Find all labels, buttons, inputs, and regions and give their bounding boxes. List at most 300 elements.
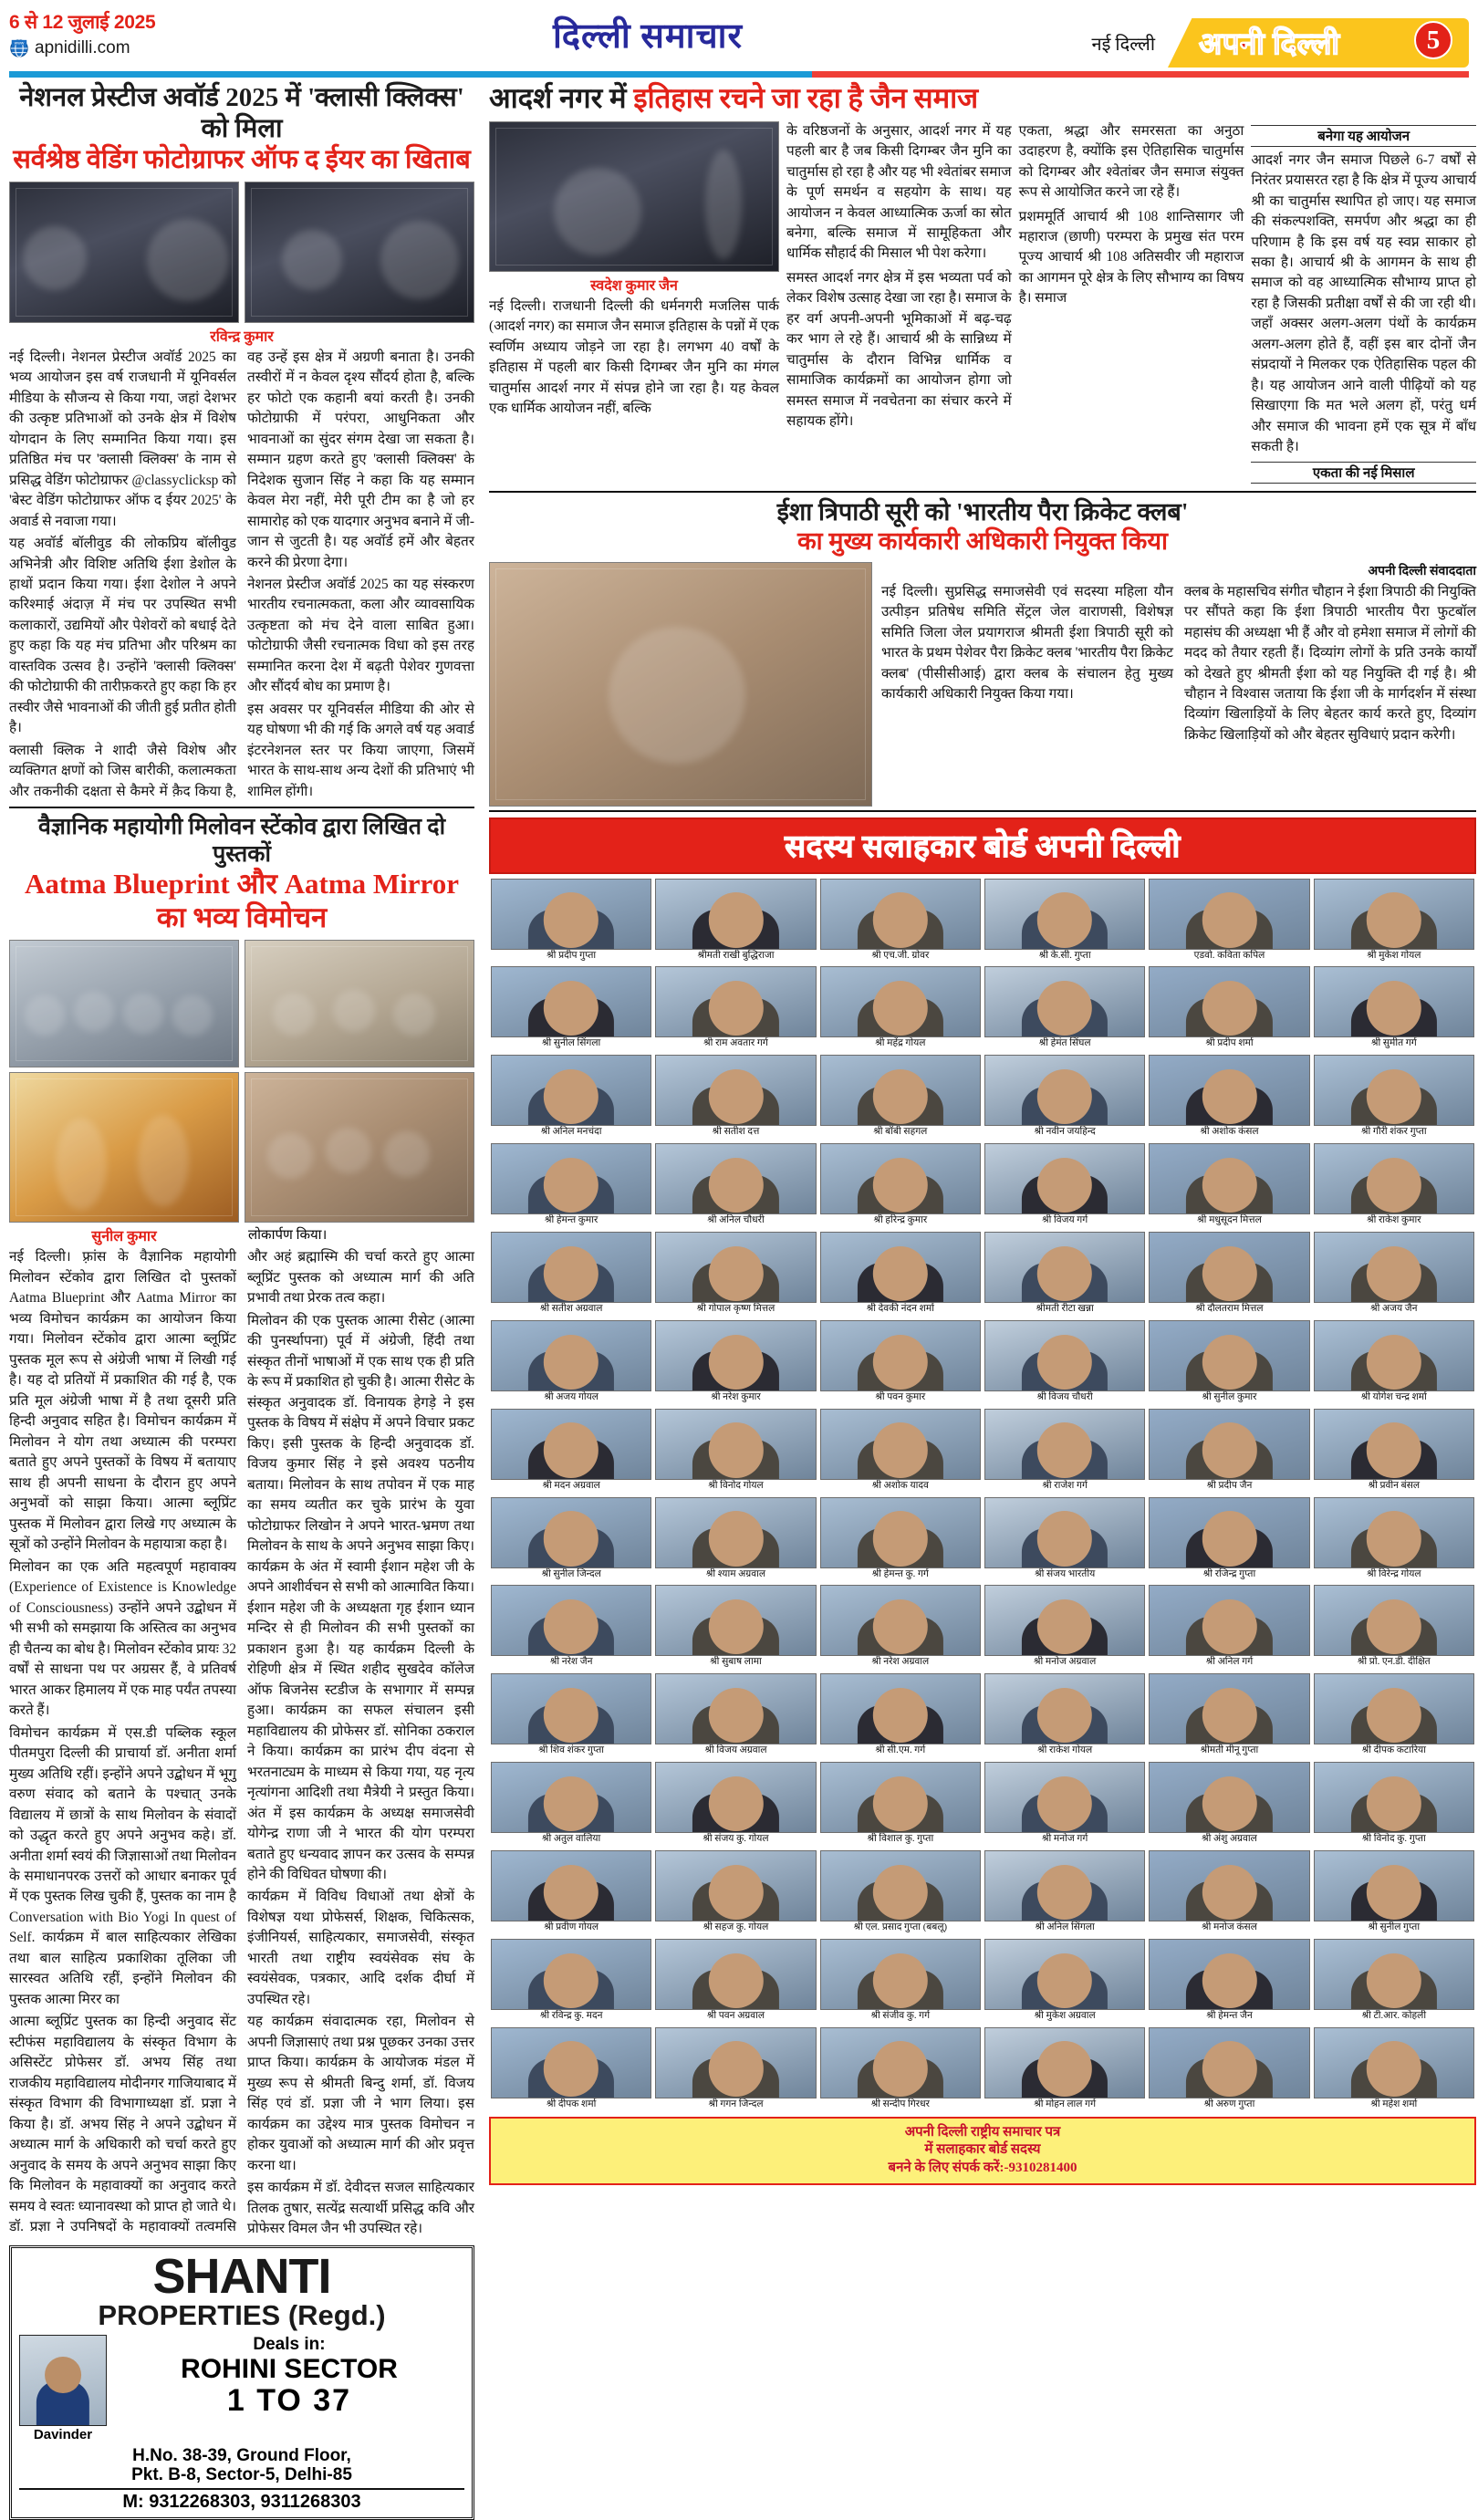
board-member-photo	[1314, 1939, 1474, 2010]
board-member-photo	[655, 1232, 816, 1303]
board-member-photo	[491, 1232, 651, 1303]
board-member-cell	[491, 1320, 651, 1405]
board-member-cell	[655, 1850, 816, 1935]
board-member-photo	[1314, 1673, 1474, 1744]
board-member-cell	[820, 1497, 981, 1582]
board-member-photo	[820, 2027, 981, 2098]
books-photo-row-2	[9, 1072, 474, 1223]
board-member-photo	[1149, 1762, 1309, 1833]
board-member-photo	[984, 1055, 1145, 1126]
cricket-body	[881, 582, 1476, 746]
board-member-photo	[820, 1409, 981, 1480]
jain-layout	[489, 121, 1476, 487]
board-member-cell	[1314, 1232, 1474, 1317]
board-member-photo	[491, 1673, 651, 1744]
board-member-photo	[1149, 1585, 1309, 1656]
board-member-photo	[984, 1320, 1145, 1391]
board-member-name: श्री सी.एम. गर्ग	[875, 1745, 926, 1756]
board-member-cell	[820, 1762, 981, 1847]
board-member-photo	[655, 1143, 816, 1214]
board-member-name: श्री विनोद गोयल	[708, 1480, 764, 1491]
board-member-name: श्री अनिल सिंगला	[1035, 1922, 1095, 1933]
board-member-name: श्री सुनील जिन्दल	[541, 1568, 601, 1579]
notice-line-2: में सलाहकार बोर्ड सदस्य	[924, 2142, 1041, 2158]
board-member-photo	[984, 1232, 1145, 1303]
ad-agent-photo	[19, 2335, 107, 2426]
board-member-photo	[984, 1673, 1145, 1744]
board-member-cell	[1314, 2027, 1474, 2112]
awards-para-5: इस अवसर पर यूनिवर्सल मीडिया की ओर से यह घोषणा भी की गई कि अगले वर्ष यह अवार्ड इंटरनेशनल स्तर पर किया जाएगा, जिसमें भारत के साथ-साथ अन्य देशों की प्रतिभाएं भी शामिल होंगी।	[247, 701, 474, 799]
board-member-cell	[820, 1232, 981, 1317]
masthead-right	[1013, 0, 1469, 68]
books-headline-line2: Aatma Blueprint और Aatma Mirror का भव्य विमोचन	[24, 868, 459, 933]
board-member-photo	[820, 966, 981, 1037]
board-member-name: श्री सहज कु. गोयल	[703, 1922, 769, 1933]
board-member-cell	[1149, 1762, 1309, 1847]
ad-address-line-2: Pkt. B-8, Sector-5, Delhi-85	[131, 2464, 352, 2484]
board-member-cell	[984, 1497, 1145, 1582]
books-para-3: विमोचन कार्यक्रम में एस.डी पब्लिक स्कूल पीतमपुरा दिल्ली की प्राचार्या डॉ. अनीता शर्मा मुख्य अतिथि रहीं। इन्होंने अपने उद्बोधन में भूगु वरुण संवाद को बताने के पश्चात् उनके विद्यालय में छात्रों के साथ मिलोवन के संवादों को उद्धृत करते हुए अपने अनुभव कहे। डॉ. अनीता शर्मा स्वयं की जिज्ञासाओं तथा मिलोवन के समाधानपरक उत्तरों को आधार बनाकर पूर्व में एक पुस्तक लिख चुकी हैं, पुस्तक का नाम है Conversation with Bio Yogi In quest of Self. कार्यक्रम में बाल साहित्यकार लेखिका तथा बाल साहित्य प्रकाशिका तूलिका जी सारस्वत अतिथि रहीं, इन्होंने मिलोवन की पुस्तक आत्मा मिरर का	[9, 1724, 236, 2007]
board-member-photo	[1314, 1497, 1474, 1568]
board-member-cell	[984, 1055, 1145, 1140]
jain-para-3: समस्त आदर्श नगर क्षेत्र में इस भव्यता पर्व को लेकर विशेष उत्साह देखा जा रहा है। समाज के हर वर्ग अपनी-अपनी भूमिकाओं में बढ़-चढ़ कर भाग ले रहे हैं। आचार्य श्री के सान्निध्य में चातुर्मास के दौरान विभिन्न धार्मिक व सामाजिक कार्यक्रमों का आयोजन होगा जो समस्त समाज में नवचेतना का संचार करने में सहायक होंगे।	[786, 269, 1012, 430]
books-para-2: मिलोवन का एक अति महत्वपूर्ण महावाक्य (Experience of Existence is Knowledge of Consciousness) उन्होंने अपने उद्बोधन में भी सभी को समझाया कि अस्तित्व का अनुभव ही चैतन्य का बोध है। मिलोवन स्टेंकोव प्रायः 32 वर्षों से साधना पथ पर अग्रसर हैं, वे प्रतिवर्ष भारत आकर हिमालय में एक माह पर्यंत तपस्या करते हैं।	[9, 1558, 236, 1719]
board-member-name: श्री दीपक शर्मा	[546, 2098, 597, 2109]
notice-line-3[interactable]: बनने के लिए संपर्क करें:-9310281400	[888, 2161, 1077, 2176]
board-member-name: श्री अनिल मनचंदा	[540, 1127, 602, 1138]
board-member-name: श्री राकेश गोयल	[1037, 1745, 1093, 1756]
cricket-headline-line2: का मुख्य कार्यकारी अधिकारी नियुक्त किया	[796, 526, 1169, 555]
awards-para-3: क्लासी क्लिक ने शादी जैसे विशेष और व्यक्तिगत क्षणों को जिस बारीकी, कलात्मकता और तकनीकी दक्षता से कैमरे में क़ैद किया है, वह उन्हें इस क्षेत्र में अग्रणी बनाता है। उनकी तस्वीरों में न केवल दृश्य सौंदर्य होता है, बल्कि हर फोटो एक कहानी बयां करती है। उनकी फोटोग्राफी में परंपरा, आधुनिकता और भावनाओं का सुंदर संगम देखा जा सकता है। सम्मान ग्रहण करते हुए 'क्लासी क्लिक्स' के निदेशक सुजान सिंह ने कहा कि यह सम्मान केवल मेरा नहीं, मेरी पूरी टीम का है जो हर सामारोह को एक यादगार अनुभव बनाने में जी-जान से जुटती है। यह अवॉर्ड हमें और बेहतर करने की प्रेरणा देगा।	[9, 349, 474, 799]
board-member-cell	[655, 1409, 816, 1494]
ad-phone[interactable]: M: 9312268303, 9311268303	[19, 2488, 464, 2513]
board-member-photo	[655, 1320, 816, 1391]
board-member-photo	[1314, 1850, 1474, 1921]
board-member-name: श्री अतुल वालिया	[542, 1834, 601, 1845]
board-member-photo	[1149, 2027, 1309, 2098]
board-join-notice	[489, 2117, 1476, 2185]
ad-brand: SHANTI	[152, 2248, 331, 2304]
website-line	[9, 38, 283, 58]
awards-headline-line1: नेशनल प्रेस्टीज अवॉर्ड 2025 में 'क्लासी क्लिक्स' को मिला	[19, 83, 464, 144]
board-member-photo	[820, 1939, 981, 2010]
board-member-cell	[655, 1585, 816, 1670]
board-member-cell	[491, 1409, 651, 1494]
board-member-name: श्री महेश शर्मा	[1370, 2098, 1418, 2109]
board-member-cell	[655, 1232, 816, 1317]
board-member-cell	[984, 1409, 1145, 1494]
ad-sector-range: 1 TO 37	[226, 2382, 352, 2418]
board-member-cell	[1314, 1143, 1474, 1228]
board-member-cell	[1314, 1497, 1474, 1582]
jain-col-2	[786, 121, 1012, 487]
board-member-name: श्री श्याम अग्रवाल	[705, 1568, 766, 1579]
board-member-cell	[1314, 879, 1474, 963]
awards-caption: रविन्द्र कुमार	[210, 328, 274, 345]
board-member-photo	[491, 1055, 651, 1126]
board-member-photo	[655, 879, 816, 950]
issue-date: 6 से 12 जुलाई 2025	[9, 12, 156, 33]
cricket-photo	[489, 562, 872, 807]
board-member-cell	[820, 1850, 981, 1935]
board-member-name: श्री टी.आर. कोहली	[1361, 2010, 1427, 2021]
awards-photo-1	[9, 182, 239, 323]
board-member-cell	[820, 1055, 981, 1140]
board-member-cell	[491, 1055, 651, 1140]
board-member-cell	[1149, 1143, 1309, 1228]
board-member-cell	[1149, 1320, 1309, 1405]
board-member-photo	[491, 2027, 651, 2098]
jain-col-4	[1251, 121, 1476, 487]
board-member-photo	[984, 879, 1145, 950]
board-member-name: श्री हेमन्त कु. गर्ग	[871, 1568, 929, 1579]
ad-middle	[19, 2335, 464, 2442]
board-member-name: श्री राम अवतार गर्ग	[703, 1038, 768, 1049]
board-member-name: श्री महेंद्र गोयल	[875, 1038, 926, 1049]
books-para-1: नई दिल्ली। फ़्रांस के वैज्ञानिक महायोगी मिलोवन स्टेंकोव द्वारा लिखित दो पुस्तकों Aatma Blueprint और Aatma Mirror का भव्य विमोचन कार्यक्रम का आयोजन किया गया। मिलोवन स्टेंकोव द्वारा आत्मा ब्लूप्रिंट पुस्तक मूल रूप से अंग्रेजी भाषा में लिखी गई है। यह दो प्रतियों में प्रकाशित की गई है, एक प्रति मूल अंग्रेजी भाषा में है तथा दूसरी प्रति हिन्दी अनुवाद सहित है। विमोचन कार्यक्रम में मिलोवन ने योग तथा अध्यात्म की परम्परा बताते हुए अपने पुस्तकों के विषय में बतायाए साथ ही अपनी साधना के दौरान हुए अपने अनुभवों को साझा किया। आत्मा ब्लूप्रिंट पुस्तक में मिलोवन द्वारा लिखे गए अध्यात्म के सूत्रों को उन्होंने मिलोवन के महायात्रा कहा है।	[9, 1249, 236, 1553]
board-member-name: श्री हेमन्त जैन	[1206, 2010, 1253, 2021]
board-member-name: श्री विजय गर्ग	[1042, 1215, 1088, 1226]
board-member-cell	[820, 1320, 981, 1405]
jain-para-2: के वरिष्ठजनों के अनुसार, आदर्श नगर में यह पहली बार है जब किसी दिगम्बर जैन मुनि का चातुर्मास हो रहा है और यह भी श्वेतांबर समाज के पूर्ण समर्थन व सहयोग के साथ। यह आयोजन न केवल आध्यात्मिक ऊर्जा का स्रोत बनेगा, बल्कि समाज में सामूहिकता और धार्मिक सौहार्द की मिसाल भी पेश करेगा।	[786, 122, 1012, 262]
board-member-name: श्री बॉबी सहगल	[873, 1127, 928, 1138]
board-member-cell	[984, 1850, 1145, 1935]
board-member-cell	[491, 1497, 651, 1582]
board-member-cell	[655, 2027, 816, 2112]
jain-para-1: नई दिल्ली। राजधानी दिल्ली की धर्मनगरी मजलिस पार्क (आदर्श नगर) का समाज जैन समाज इतिहास के पन्नों में एक स्वर्णिम अध्याय जोड़ने जा रहा है। लगभग 40 वर्षों के इतिहास में पहली बार किसी दिगम्बर जैन मुनि का मंगल चातुर्मास आदर्श नगर में संपन्न होने जा रहा है। यह केवल एक धार्मिक आयोजन नहीं, बल्कि	[489, 297, 779, 416]
board-member-cell	[1314, 1320, 1474, 1405]
jain-col-3	[1019, 121, 1244, 487]
books-photo-row-1	[9, 940, 474, 1067]
board-member-photo	[984, 966, 1145, 1037]
board-member-name: श्री हेमंत सिंघल	[1038, 1038, 1091, 1049]
board-member-photo	[491, 879, 651, 950]
board-member-name: श्री विशाल कु. गुप्ता	[867, 1834, 934, 1845]
board-member-photo	[984, 1762, 1145, 1833]
board-member-photo	[1149, 879, 1309, 950]
awards-para-2: यह अवॉर्ड बॉलीवुड की लोकप्रिय बॉलीवुड अभिनेत्री और विशिष्ट अतिथि ईशा डेशोल के हाथों प्रदान किया गया। ईशा देशोल ने अपने करिश्माई अंदाज़ में मंच पर उपस्थित सभी कलाकारों, उद्यमियों और पेशेवरों को बधाई देते हुए कहा कि यह मंच प्रतिभा और परिश्रम का वास्तविक उत्सव है। उन्होंने 'क्लासी क्लिक्स' की फोटोग्राफी की तारीफ़करते हुए कहा कि हर तस्वीर जैसे भावनाओं की जीती हुई प्रतीत होती है।	[9, 536, 236, 736]
board-member-cell	[491, 2027, 651, 2112]
edition-city: नई दिल्ली	[1091, 34, 1155, 55]
board-member-cell	[820, 1939, 981, 2024]
board-member-cell	[1149, 1673, 1309, 1758]
cricket-text-col	[881, 562, 1476, 807]
board-member-photo	[1149, 1497, 1309, 1568]
board-member-photo	[1314, 1232, 1474, 1303]
jain-para-5: प्रशममूर्ति आचार्य श्री 108 शान्तिसागर जी महाराज (छाणी) परम्परा के प्रमुख संत परम पूज्य आचार्य श्री 108 अतिसवीर जी महाराज का आगमन पूरे क्षेत्र के लिए सौभाग्य का विषय है। समाज	[1018, 208, 1244, 307]
masthead-center	[283, 0, 1013, 58]
badge-label: अपनी दिल्ली	[1199, 28, 1340, 61]
masthead-left	[9, 0, 283, 58]
board-member-cell	[1314, 1850, 1474, 1935]
board-member-cell	[820, 966, 981, 1051]
board-member-name: श्री देवकी नंदन शर्मा	[866, 1304, 934, 1314]
board-member-name: श्री सुमीत गर्ग	[1370, 1038, 1417, 1049]
books-caption-left: सुनील कुमार	[91, 1229, 157, 1245]
board-member-photo	[655, 1497, 816, 1568]
board-member-name: श्री मनोज कंसल	[1202, 1922, 1257, 1933]
board-member-photo	[655, 1409, 816, 1480]
cricket-headline-block	[489, 498, 1476, 557]
board-member-name: श्री प्रवीन बंसल	[1368, 1480, 1421, 1491]
advisory-board-grid	[489, 874, 1476, 2112]
board-member-cell	[1314, 1585, 1474, 1670]
board-member-name: श्रीमती राखी बुद्धिराजा	[697, 950, 775, 961]
board-member-name: श्री योगेश चन्द्र शर्मा	[1360, 1391, 1427, 1402]
books-headline-block	[9, 814, 474, 934]
board-member-cell	[820, 2027, 981, 2112]
board-member-cell	[984, 1762, 1145, 1847]
board-member-photo	[491, 1497, 651, 1568]
board-member-photo	[1314, 1143, 1474, 1214]
board-member-cell	[491, 966, 651, 1051]
board-member-cell	[820, 1143, 981, 1228]
board-member-cell	[984, 2027, 1145, 2112]
board-member-photo	[984, 1585, 1145, 1656]
divider-1	[9, 807, 474, 808]
board-member-photo	[1149, 966, 1309, 1037]
board-member-name: श्री नरेश जैन	[549, 1657, 593, 1668]
board-member-photo	[820, 1232, 981, 1303]
board-member-cell	[820, 1409, 981, 1494]
jain-caption: स्वदेश कुमार जैन	[590, 277, 678, 294]
left-column	[9, 82, 474, 2520]
board-member-cell	[1149, 1232, 1309, 1317]
ad-offer	[114, 2335, 464, 2419]
board-member-cell	[491, 1850, 651, 1935]
board-member-name: श्री हरिन्द्र कुमार	[873, 1215, 928, 1226]
board-member-name: श्री मदन अग्रवाल	[542, 1480, 600, 1491]
board-member-photo	[820, 1497, 981, 1568]
board-member-name: श्री एल. प्रसाद गुप्ता (बबलू)	[853, 1922, 948, 1933]
board-member-photo	[984, 1850, 1145, 1921]
board-member-photo	[1149, 1143, 1309, 1214]
books-photo-4	[245, 1072, 474, 1223]
awards-photo-row	[9, 182, 474, 323]
board-member-photo	[820, 1585, 981, 1656]
board-member-name: श्री विजय अग्रवाल	[704, 1745, 767, 1756]
books-headline-line1: वैज्ञानिक महायोगी मिलोवन स्टेंकोव द्वारा लिखित दो पुस्तकों	[37, 815, 446, 867]
board-member-cell	[655, 1939, 816, 2024]
awards-body	[9, 348, 474, 804]
board-member-cell	[655, 1055, 816, 1140]
jain-para-4: एकता, श्रद्धा और समरसता का अनुठा उदाहरण है, क्योंकि इस ऐतिहासिक चातुर्मास को दिगम्बर और श्वेतांबर जैन समाज संयुक्त रूप से आयोजित करने जा रहे हैं।	[1018, 122, 1244, 201]
board-member-name: श्री सुनील सिंगला	[542, 1038, 601, 1049]
board-member-name: श्री शिव शंकर गुप्ता	[538, 1745, 605, 1756]
board-member-cell	[820, 1585, 981, 1670]
board-member-photo	[655, 966, 816, 1037]
awards-para-4: नेशनल प्रेस्टीज अवॉर्ड 2025 का यह संस्करण भारतीय रचनात्मकता, कला और व्यावसायिक उत्कृष्टता को मंच देने वाला साबित हुआ। फोटोग्राफी जैसी रचनात्मक विधा को इस तरह सम्मानित करना देश में बढ़ती पेशेवर गुणवत्ता और सौंदर्य बोध का प्रमाण है।	[247, 576, 474, 695]
ad-subtitle: PROPERTIES (Regd.)	[98, 2298, 386, 2331]
jain-headline-part1: आदर्श नगर में	[489, 82, 627, 114]
shanti-properties-ad[interactable]	[9, 2245, 474, 2520]
board-member-cell	[984, 879, 1145, 963]
cricket-headline-line1: ईशा त्रिपाठी सूरी को 'भारतीय पैरा क्रिकेट क्लब'	[776, 497, 1189, 526]
board-member-name: श्री मधुसूदन मित्तल	[1197, 1215, 1262, 1226]
books-photo-3	[9, 1072, 239, 1223]
board-member-name: श्री अरुण गुप्ता	[1203, 2098, 1255, 2109]
board-member-name: श्री संजीव कु. गर्ग	[870, 2010, 931, 2021]
board-member-cell	[820, 879, 981, 963]
board-member-name: श्री मुकेश गोयल	[1367, 950, 1421, 961]
books-para-7: यह कार्यक्रम संवादात्मक रहा, मिलोवन से अपनी जिज्ञासाएं तथा प्रश्न पूछकर उनका उत्तर प्राप्त किया। कार्यक्रम के आयोजक मंडल में मुख्य रूप से श्रीमती बिन्दु शर्मा, डॉ. विजय सिंह एवं डॉ. प्रज्ञा जी ने भाग लिया। इस कार्यक्रम का उद्देश्य मात्र पुस्तक विमोचन न होकर युवाओं को अध्यात्म मार्ग की ओर प्रवृत्त करना था।	[247, 2014, 474, 2173]
board-member-name: श्री मनोज अग्रवाल	[1034, 1657, 1097, 1668]
board-member-name: श्री अशोक कंसल	[1200, 1127, 1259, 1138]
board-member-name: श्री नरेश अग्रवाल	[871, 1657, 930, 1668]
books-caption-right: लोकार्पण किया।	[248, 1228, 328, 1244]
board-member-name: श्री गोपाल कृष्ण मित्तल	[696, 1304, 775, 1314]
ad-deals-label: Deals in:	[253, 2334, 326, 2354]
board-member-photo	[820, 1673, 981, 1744]
ad-sector: ROHINI SECTOR	[181, 2353, 398, 2384]
board-member-cell	[1149, 966, 1309, 1051]
board-member-cell	[1314, 1055, 1474, 1140]
board-member-cell	[984, 1673, 1145, 1758]
board-member-name: श्री प्रवीण गोयल	[544, 1922, 599, 1933]
board-member-cell	[1149, 1850, 1309, 1935]
divider-2	[489, 491, 1476, 493]
board-member-photo	[820, 1320, 981, 1391]
board-member-name: श्री हेमन्त कुमार	[544, 1215, 598, 1226]
website-url[interactable]: apnidilli.com	[35, 38, 130, 57]
board-member-name: श्री रजिन्द्र गुप्ता	[1202, 1568, 1256, 1579]
board-member-cell	[984, 1585, 1145, 1670]
board-member-cell	[655, 1497, 816, 1582]
svg-text:www: www	[14, 41, 25, 47]
board-member-name: एडवो. कविता कपिल	[1193, 950, 1265, 961]
jain-para-6: आदर्श नगर जैन समाज पिछले 6-7 वर्षों से निरंतर प्रयासरत रहा है कि क्षेत्र में पूज्य आचार्य श्री का चातुर्मास स्थापित हो जाए। यह समाज की संकल्पशक्ति, समर्पण और श्रद्धा का ही परिणाम है कि इस वर्ष यह स्वप्न साकार हो सका है। आचार्य श्री के आगमन के साथ ही समाज को वह आध्यात्मिक सौभाग्य प्राप्त हो रहा है जिसकी प्रतीक्षा वर्षों से की जा रही थी। जहाँ अक्सर अलग-अलग पंथों के कार्यक्रम अलग-अलग होते हैं, वहीं इस बार दोनों जैन संप्रदायों ने मिलकर एक ऐतिहासिक पहल की है। यह आयोजन आने वाली पीढ़ियों को यह सिखाएगा कि मत भले अलग हों, परंतु धर्म और समाज की भावना हमें एक सूत्र में बाँध सकती है।	[1251, 151, 1477, 455]
board-member-name: श्री सतीश दत्त	[712, 1127, 760, 1138]
board-member-photo	[1149, 1232, 1309, 1303]
board-member-cell	[655, 1320, 816, 1405]
board-member-name: श्री विजय चौधरी	[1036, 1391, 1093, 1402]
board-member-cell	[1314, 1762, 1474, 1847]
board-member-name: श्री प्रो. एन.डी. दीक्षित	[1357, 1657, 1431, 1668]
board-member-photo	[984, 1143, 1145, 1214]
books-body	[9, 1247, 474, 2239]
board-member-name: श्री अजय गोयल	[544, 1391, 598, 1402]
board-member-photo	[1149, 1673, 1309, 1744]
notice-line-1: अपनी दिल्ली राष्ट्रीय समाचार पत्र	[904, 2124, 1061, 2140]
board-member-photo	[655, 1673, 816, 1744]
board-member-photo	[1314, 1762, 1474, 1833]
jain-subhead-2: एकता की नई मिसाल	[1251, 462, 1476, 484]
board-member-photo	[984, 1497, 1145, 1568]
board-member-name: श्री राकेश कुमार	[1367, 1215, 1421, 1226]
board-member-name: श्री अजय जैन	[1370, 1304, 1418, 1314]
board-member-photo	[655, 2027, 816, 2098]
globe-icon	[9, 38, 29, 58]
books-para-4: आत्मा ब्लूप्रिंट पुस्तक का हिन्दी अनुवाद सेंट स्टीफंस महाविद्यालय के संस्कृत विभाग के असिस्टेंट प्रोफेसर डॉ. अभय सिंह तथा राजकीय महाविद्यालय मोदीनगर गाजियाबाद में संस्कृत विभाग की विभागाध्यक्षा डॉ. प्रज्ञा ने किया है। डॉ. अभय सिंह ने अपने उद्बोधन में अध्यात्म मार्ग के अधिकारी को चर्चा करते हुए अनुवाद के समय के अपने अनुभव साझा किए कि मिलोवन के महावाक्यों का अनुवाद करते समय वे स्वतः ध्यानावस्था को प्राप्त हो जाते थे। डॉ. प्रज्ञा ने उपनिषदों के महावाक्यों तत्वमसि और अहं ब्रह्मास्मि की चर्चा करते हुए आत्मा ब्लूप्रिंट पुस्तक को अध्यात्म मार्ग की अति प्रभावी तथा प्रेरक तत्व कहा।	[9, 1249, 474, 2235]
board-member-name: श्री संजय भारतीय	[1035, 1568, 1096, 1579]
board-member-photo	[1314, 966, 1474, 1037]
board-member-cell	[1149, 1409, 1309, 1494]
board-member-photo	[1314, 1320, 1474, 1391]
board-member-cell	[491, 1939, 651, 2024]
board-member-cell	[491, 879, 651, 963]
board-member-name: श्री संजय कु. गोयल	[703, 1834, 769, 1845]
board-member-cell	[1149, 2027, 1309, 2112]
board-member-cell	[491, 1143, 651, 1228]
board-member-name: श्री सतीश अग्रवाल	[539, 1304, 603, 1314]
ad-agent	[19, 2335, 107, 2442]
awards-headline-block	[9, 82, 474, 176]
rule-blue	[9, 71, 812, 78]
board-member-cell	[1149, 1585, 1309, 1670]
board-member-cell	[820, 1673, 981, 1758]
board-member-photo	[820, 1850, 981, 1921]
board-member-name: श्री अंशु अग्रवाल	[1202, 1834, 1257, 1845]
jain-subhead-1: बनेगा यह आयोजन	[1251, 125, 1476, 147]
board-member-name: श्री विरेन्द्र गोयल	[1367, 1568, 1421, 1579]
board-member-name: श्री के.सी. गुप्ता	[1038, 950, 1091, 961]
board-member-name: श्री दीपक कटारिया	[1361, 1745, 1426, 1756]
page-number: 5	[1414, 21, 1452, 59]
awards-headline-line2: सर्वश्रेष्ठ वेडिंग फोटोग्राफर ऑफ द ईयर का खिताब	[13, 145, 471, 175]
board-member-cell	[491, 1673, 651, 1758]
board-member-cell	[1149, 1055, 1309, 1140]
board-member-photo	[1149, 1850, 1309, 1921]
board-member-cell	[984, 1143, 1145, 1228]
board-member-cell	[655, 1673, 816, 1758]
board-member-photo	[491, 1320, 651, 1391]
board-member-name: श्री राजेश गर्ग	[1042, 1480, 1088, 1491]
board-member-photo	[820, 1143, 981, 1214]
board-member-photo	[655, 1850, 816, 1921]
board-member-photo	[1149, 1409, 1309, 1480]
board-member-cell	[1314, 1409, 1474, 1494]
board-member-photo	[655, 1939, 816, 2010]
jain-headline-part2: इतिहास रचने जा रहा है जैन समाज	[633, 82, 979, 114]
books-photo-1	[9, 940, 239, 1067]
board-member-photo	[1314, 1585, 1474, 1656]
board-member-name: श्री प्रदीप शर्मा	[1205, 1038, 1254, 1049]
board-member-photo	[491, 1585, 651, 1656]
jain-photo	[489, 121, 779, 272]
board-member-photo	[491, 1409, 651, 1480]
board-member-name: श्री अनिल चौधरी	[707, 1215, 765, 1226]
cricket-byline: अपनी दिल्ली संवाददाता	[1368, 564, 1476, 578]
board-member-cell	[1149, 1939, 1309, 2024]
board-banner: सदस्य सलाहकार बोर्ड अपनी दिल्ली	[489, 817, 1476, 874]
board-member-name: श्री मुकेश अग्रवाल	[1034, 2010, 1096, 2021]
cricket-para-1: नई दिल्ली। सुप्रसिद्ध समाजसेवी एवं सदस्या महिला यौन उत्पीड़न प्रतिषेध समिति सेंट्रल जेल वाराणसी, विशेषज्ञ समिति जिला जेल प्रयागराज श्रीमती ईशा त्रिपाठी सूरी को भारत के प्रथम पेशेवर पैरा क्रिकेट क्लब 'भारतीय पैरा क्रिकेट क्लब' (पीसीसीआई) द्वारा क्लब के संचालन हेतु मुख्य कार्यकारी अधिकारी नियुक्त किया गया।	[881, 583, 1173, 702]
board-member-cell	[1149, 1497, 1309, 1582]
jain-headline-block	[489, 82, 1476, 116]
board-member-cell	[491, 1232, 651, 1317]
board-member-name: श्री सुनील गुप्ता	[1368, 1922, 1421, 1933]
books-para-6: कार्यक्रम में विविध विधाओं तथा क्षेत्रों के विशेषज्ञ यथा प्रोफेसर्स, शिक्षक, चिकित्सक, इंजीनियर्स, साहित्यकार, समाजसेवी, संस्कृत भारती तथा राष्ट्रीय स्वयंसेवक संघ के स्वयंसेवक, पत्रकार, आदि दर्शक दीर्घा में उपस्थित रहे।	[247, 1889, 474, 2007]
board-member-photo	[984, 1409, 1145, 1480]
board-member-cell	[984, 1232, 1145, 1317]
board-member-photo	[655, 1055, 816, 1126]
board-member-photo	[491, 966, 651, 1037]
board-member-cell	[984, 1939, 1145, 2024]
board-member-name: श्री रविन्द्र कु. मदन	[539, 2010, 603, 2021]
masthead	[9, 0, 1469, 71]
board-member-photo	[1149, 1055, 1309, 1126]
books-para-5: मिलोवन की एक पुस्तक आत्मा रीसेट (आत्मा की पुनर्स्थापना) पूर्व में अंग्रेजी, हिंदी तथा संस्कृत तीनों भाषाओं में एक साथ एक ही प्रति के रूप में प्रकाशित हो चुकी है। आत्मा रीसेट के संस्कृत अनुवादक डॉ. विनायक हेगड़े ने इस पुस्तक के विषय में संक्षेप में अपने विचार प्रकट किए। इसी पुस्तक के हिन्दी अनुवादक डॉ. विजय कुमार सिंह ने इसे अवश्य पठनीय बताया। मिलोवन के साथ तपोवन में एक माह का समय व्यतीत कर चुके प्रारंभ के युवा फोटोग्राफर लिखोन ने अपने भारत-भ्रमण तथा मिलोवन के साथ के अपने अनुभव साझा किए। कार्यक्रम के अंत में स्वामी ईशान महेश जी के अपने आशीर्वचन से सभी को आत्मावित किया। ईशान महेश जी के अध्यक्षता गृह ईशान ध्यान मन्दिर से ही मिलोवन की सभी पुस्तकों का प्रकाशन हुआ है। यह कार्यक्रम दिल्ली के रोहिणी क्षेत्र में स्थित शहीद सुखदेव कॉलेज ऑफ बिजनेस स्टडीज के सभागार में सम्पन्न हुआ। कार्यक्रम का सफल संचालन इसी महाविद्यालय की प्रोफेसर डॉ. सोनिका ठकराल ने किया। कार्यक्रम का प्रारंभ दीप वंदना से भरतनाट्यम के माध्यम से किया गया, यह नृत्य नृत्यांगना आदिशी तथा मैत्रेयी ने प्रस्तुत किया। अंत में इस कार्यक्रम के अध्यक्ष समाजसेवी योगेन्द्र राणा जी ने भारत की योग परम्परा बताते हुए धन्यवाद ज्ञापन कर उत्सव के सम्पन्न होने की विधिवत घोषणा की।	[247, 1312, 474, 1882]
top-rule	[9, 71, 1469, 78]
board-member-name: श्री गौरी शंकर गुप्ता	[1360, 1127, 1427, 1138]
board-member-cell	[1314, 1673, 1474, 1758]
jain-headline	[489, 82, 1476, 116]
board-member-photo	[984, 2027, 1145, 2098]
board-member-photo	[491, 1850, 651, 1921]
board-member-photo	[1149, 1939, 1309, 2010]
board-member-name: श्री विनोद कु. गुप्ता	[1361, 1834, 1426, 1845]
board-member-cell	[984, 966, 1145, 1051]
